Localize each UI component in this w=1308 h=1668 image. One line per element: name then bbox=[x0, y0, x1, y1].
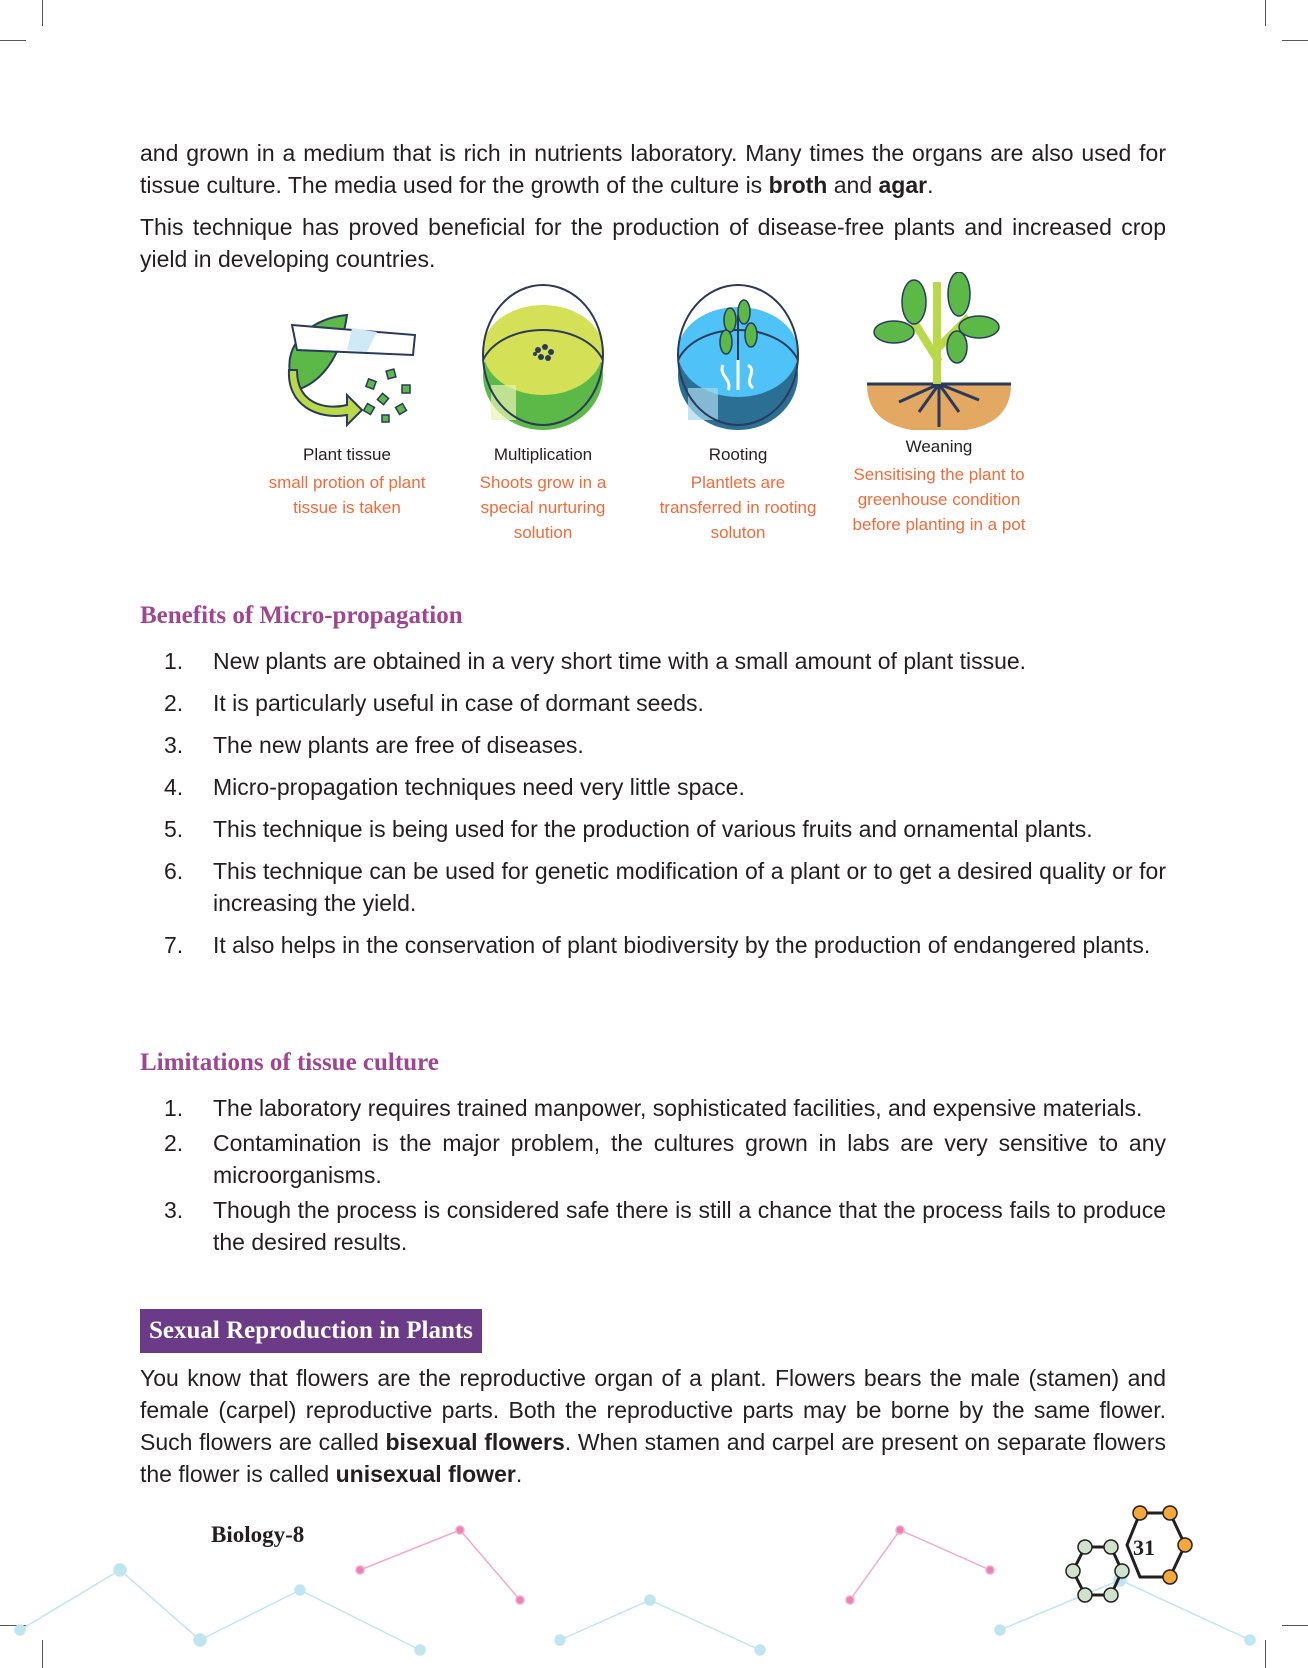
text: . bbox=[927, 172, 934, 198]
bold-term: bisexual flowers bbox=[385, 1429, 565, 1455]
list-item bbox=[140, 1092, 1166, 1124]
item-number: 2. bbox=[164, 1130, 184, 1156]
item-text: It is particularly useful in case of dormant seeds. bbox=[213, 690, 704, 716]
list-item bbox=[140, 929, 1166, 961]
page-number: 31 bbox=[1133, 1535, 1155, 1560]
intro-paragraph-2: This technique has proved beneficial for the production of disease-free plants and increased crop yield in developing countries. bbox=[140, 214, 1166, 272]
crop-mark bbox=[1265, 0, 1266, 26]
item-number: 5. bbox=[164, 816, 184, 842]
limitations-list bbox=[140, 1092, 1166, 1258]
crop-mark bbox=[42, 0, 43, 26]
sexual-reproduction-paragraph bbox=[140, 1362, 1166, 1490]
list-item bbox=[140, 855, 1166, 919]
item-text: New plants are obtained in a very short time with a small amount of plant tissue. bbox=[213, 648, 1027, 674]
figure-description: small protion of plant tissue is taken bbox=[268, 473, 426, 517]
item-text: It also helps in the conservation of plant biodiversity by the production of endangered plants. bbox=[213, 932, 1151, 958]
text: and grown in a medium that is rich in nutrients laboratory. Many times the organs are also used for tissue culture. The media used for the growth of the culture is bbox=[140, 140, 1166, 198]
list-item bbox=[140, 813, 1166, 845]
figure-weaning bbox=[849, 272, 1029, 537]
figure-label: Weaning bbox=[905, 437, 973, 456]
item-text: The new plants are free of diseases. bbox=[213, 732, 584, 758]
figure-plant-tissue bbox=[257, 280, 437, 520]
figure-description: Plantlets are transferred in rooting soluton bbox=[659, 473, 817, 542]
item-number: 6. bbox=[164, 858, 184, 884]
bold-term: broth bbox=[768, 172, 828, 198]
intro-paragraph-1 bbox=[140, 137, 1166, 201]
hexagon-page-badge bbox=[1055, 1505, 1195, 1615]
figure-description: Sensitising the plant to greenhouse condition before planting in a pot bbox=[852, 465, 1026, 534]
text: and bbox=[827, 172, 879, 198]
item-number: 7. bbox=[164, 932, 184, 958]
text: . When stamen and carpel are present on separate flowers the flower is called bbox=[140, 1429, 1166, 1487]
figure-description: Shoots grow in a special nurturing solution bbox=[479, 473, 607, 542]
item-number: 2. bbox=[164, 690, 184, 716]
text: . bbox=[515, 1461, 523, 1487]
figure-multiplication bbox=[453, 280, 633, 545]
item-text: This technique can be used for genetic modification of a plant or to get a desired quality or for increasing the yield. bbox=[213, 858, 1166, 916]
crop-mark bbox=[1282, 40, 1308, 41]
limitations-heading: Limitations of tissue culture bbox=[140, 1049, 439, 1076]
section-banner: Sexual Reproduction in Plants bbox=[140, 1309, 482, 1353]
figure-label: Rooting bbox=[708, 445, 768, 464]
potted-plant-icon bbox=[859, 272, 1019, 430]
item-number: 1. bbox=[164, 1095, 184, 1121]
list-item bbox=[140, 645, 1166, 677]
figure-label: Plant tissue bbox=[303, 445, 391, 464]
figure-label: Multiplication bbox=[493, 445, 593, 464]
list-item bbox=[140, 1194, 1166, 1258]
benefits-list bbox=[140, 645, 1166, 961]
list-item bbox=[140, 729, 1166, 761]
bold-term: agar bbox=[878, 172, 928, 198]
petri-dish-icon bbox=[463, 280, 623, 430]
item-number: 3. bbox=[164, 732, 184, 758]
paragraph bbox=[140, 1362, 1166, 1490]
item-text: This technique is being used for the production of various fruits and ornamental plants. bbox=[213, 816, 1093, 842]
figure-rooting bbox=[648, 280, 828, 545]
item-text: Though the process is considered safe there is still a chance that the process fails to produce the desired results. bbox=[213, 1197, 1166, 1255]
list-item bbox=[140, 771, 1166, 803]
text: You know that flowers are the reproductive organ of a plant. Flowers bears the male (stamen) and female (carpel) reproductive parts. Both the reproductive parts may be borne by the same flower. Such flowers are called bbox=[140, 1365, 1166, 1455]
item-text: The laboratory requires trained manpower, sophisticated facilities, and expensive materials. bbox=[213, 1095, 1143, 1121]
rooting-dish-icon bbox=[658, 280, 818, 430]
item-text: Micro-propagation techniques need very little space. bbox=[213, 774, 745, 800]
item-text: Contamination is the major problem, the cultures grown in labs are very sensitive to any microorganisms. bbox=[213, 1130, 1166, 1188]
item-number: 1. bbox=[164, 648, 184, 674]
list-item bbox=[140, 1127, 1166, 1191]
benefits-heading: Benefits of Micro-propagation bbox=[140, 602, 463, 629]
book-title: Biology-8 bbox=[211, 1522, 305, 1547]
item-number: 3. bbox=[164, 1197, 184, 1223]
list-item bbox=[140, 687, 1166, 719]
crop-mark bbox=[0, 40, 26, 41]
bold-term: unisexual flower bbox=[335, 1461, 516, 1487]
leaf-cutting-icon bbox=[267, 280, 427, 430]
item-number: 4. bbox=[164, 774, 184, 800]
intro-text bbox=[140, 137, 1166, 275]
